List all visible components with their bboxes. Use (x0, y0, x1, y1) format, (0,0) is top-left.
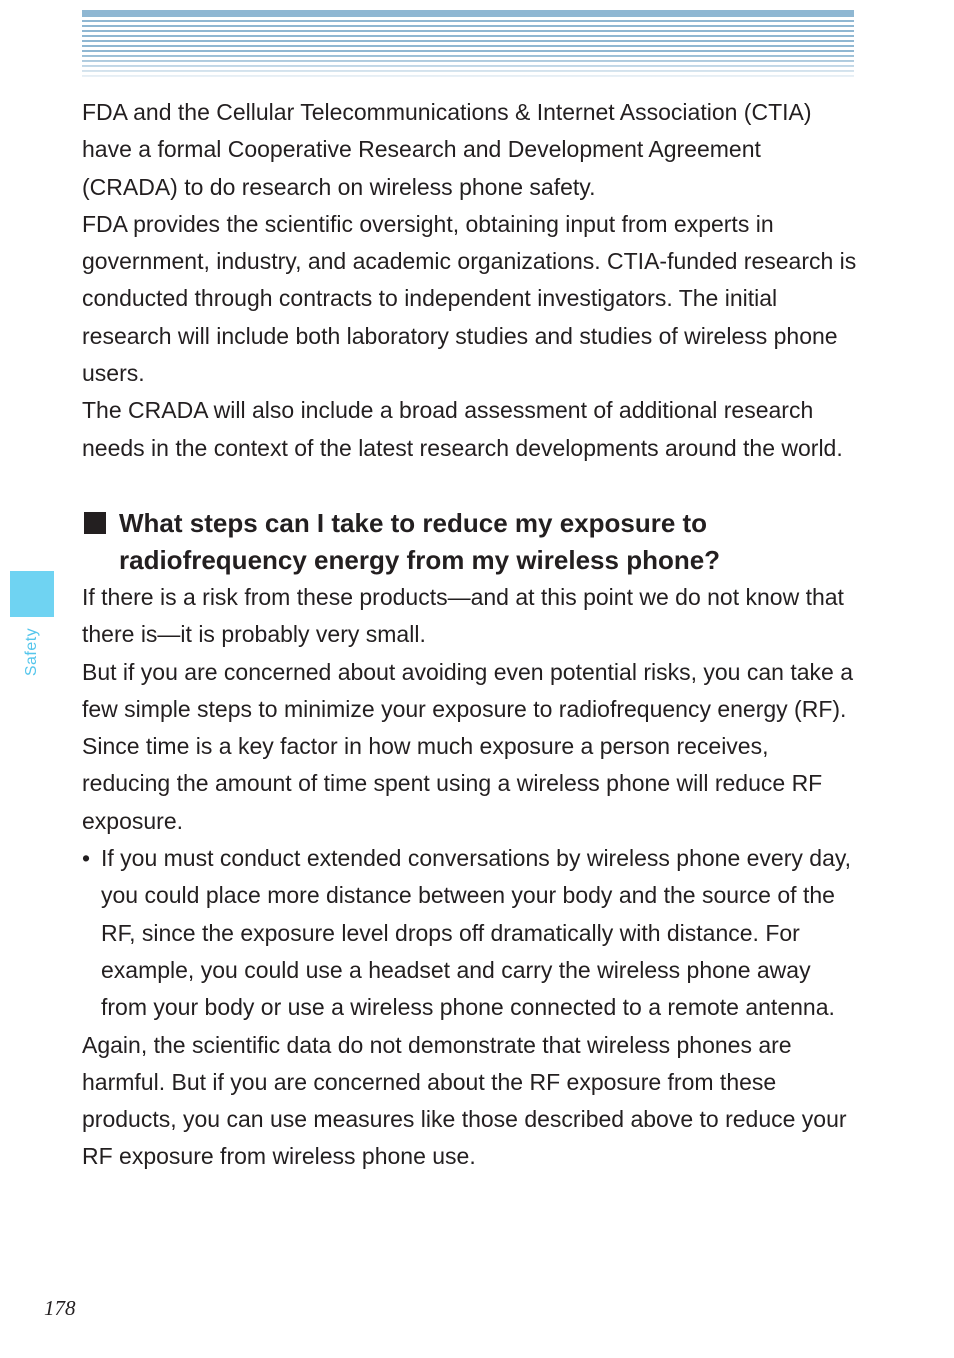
bullet-dot-icon: • (82, 845, 91, 872)
section-heading-text: What steps can I take to reduce my exposure to radiofrequency energy from my wireless phone? (119, 507, 721, 575)
intro-paragraph-3: The CRADA will also include a broad assessment of additional research needs in the context of the latest research developments around the world. (82, 397, 843, 461)
section-paragraph-1: If there is a risk from these products—and at this point we do not know that there is—it is probably very small. (82, 583, 844, 648)
intro-paragraph-1: FDA and the Cellular Telecommunications & Internet Association (CTIA) have a formal Cooperative Research and Development Agreement (CRADA) to do research on wireless phone safety. (82, 99, 812, 200)
side-tab-label: Safety (23, 627, 40, 677)
heading-square-icon (84, 512, 106, 534)
closing-paragraph: Again, the scientific data do not demonstrate that wireless phones are harmful. But if you are concerned about the RF exposure from these products, you can use measures like those described above to reduce your RF exposure from wireless phone use. (82, 1031, 847, 1170)
header-stripe-band (82, 10, 854, 78)
page-number: 178 (44, 1296, 76, 1320)
bullet-item-text: If you must conduct extended conversations by wireless phone every day, you could place more distance between your body and the source of the RF, since the exposure level drops off dramatically with distance. For example, you could use a headset and carry the wireless phone away from your body or use a wireless phone connected to a remote antenna. (101, 845, 852, 1021)
section-paragraph-2: But if you are concerned about avoiding even potential risks, you can take a few simple steps to minimize your exposure to radiofrequency energy (RF). Since time is a key factor in how much exposure a person receives, reducing the amount of time spent using a wireless phone will reduce RF exposure. (82, 658, 853, 834)
intro-paragraph-2: FDA provides the scientific oversight, obtaining input from experts in government, industry, and academic organizations. CTIA-funded research is conducted through contracts to independent investigators. The initial research will include both laboratory studies and studies of wireless phone users. (82, 210, 857, 387)
section-heading (82, 505, 857, 579)
side-tab-marker (10, 571, 54, 617)
bullet-item (82, 840, 857, 1026)
page-content (82, 94, 857, 1176)
